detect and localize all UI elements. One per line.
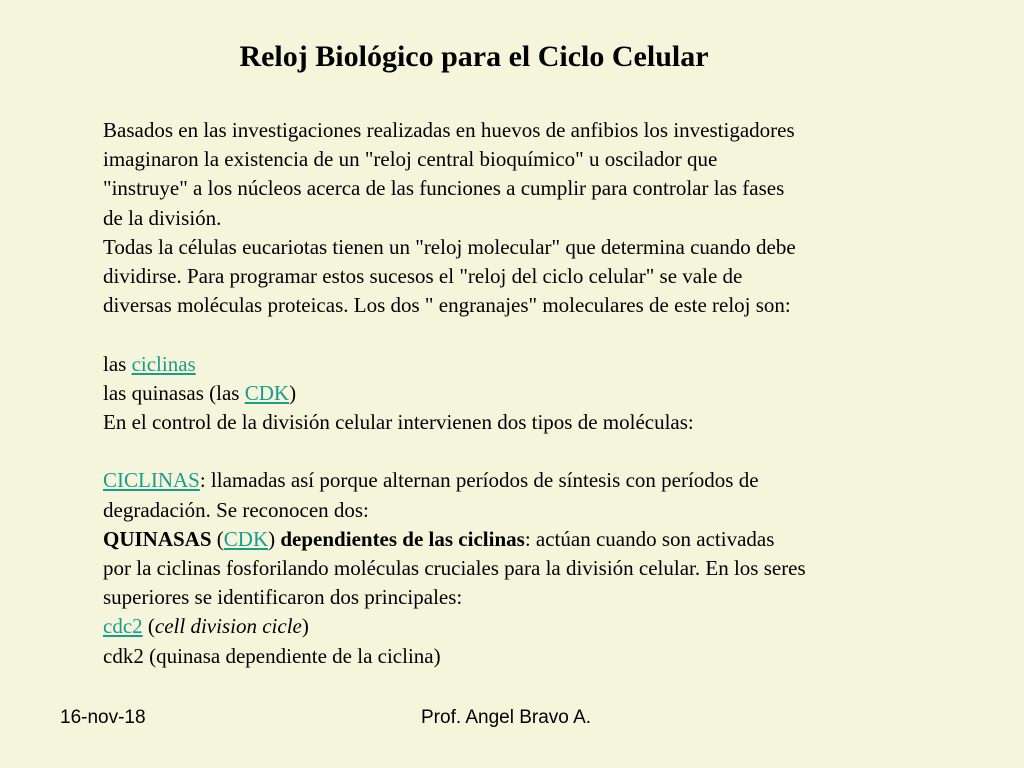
cdc2-italic: cell division cicle [154,614,302,639]
paragraph-line: Basados en las investigaciones realizadas en huevos de anfibios los investigadores [103,118,795,142]
cdk2-item: cdk2 (quinasa dependiente de la ciclina) [103,643,441,668]
quinasas-label: QUINASAS [103,526,212,551]
ciclinas-link[interactable]: ciclinas [131,351,196,376]
list-item-suffix: ) [289,380,297,405]
quinasas-cdk-link[interactable]: CDK [223,526,269,551]
blank-line [103,320,963,349]
slide-body [103,116,963,671]
cdc2-close: ) [301,614,309,639]
ciclinas-definition [103,466,963,495]
paragraph-line: diversas moléculas proteicas. Los dos " engranajes" moleculares de este reloj son: [103,293,791,318]
quinasas-definition [103,525,963,554]
cdc2-item [103,612,963,641]
footer-date: 16-nov-18 [60,707,146,728]
paragraph-line: dividirse. Para programar estos sucesos el "reloj del ciclo celular" se vale de [103,264,743,289]
list-item-prefix: las [103,351,132,376]
ciclinas-text: : llamadas así porque alternan períodos de síntesis con períodos de [199,468,759,493]
paragraph-line: imaginaron la existencia de un "reloj central bioquímico" u oscilador que [103,147,718,172]
list-item-ciclinas [103,350,963,379]
quinasas-text-line3: superiores se identificaron dos principales: [103,585,463,610]
cdc2-open: ( [142,614,155,639]
quinasas-text: : actúan cuando son activadas [524,526,775,551]
paragraph-line: "instruye" a los núcleos acerca de las funciones a cumplir para controlar las fases [103,176,785,201]
quinasas-open-paren: ( [211,526,224,551]
control-line: En el control de la división celular intervienen dos tipos de moléculas: [103,410,694,435]
slide-title: Reloj Biológico para el Ciclo Celular [239,40,709,73]
list-item-cdk [103,379,963,408]
paragraph-line: de la división. [103,205,222,230]
quinasas-text-line2: por la ciclinas fosforilando moléculas cruciales para la división celular. En los seres [103,556,806,581]
cdk-link[interactable]: CDK [244,380,290,405]
blank-line [103,437,963,466]
footer-author: Prof. Angel Bravo A. [421,707,592,728]
cdc2-link[interactable]: cdc2 [103,614,143,639]
ciclinas-text-line2: degradación. Se reconocen dos: [103,497,369,522]
ciclinas-heading-link[interactable]: CICLINAS [103,468,200,493]
quinasas-bold-text: dependientes de las ciclinas [280,526,525,551]
quinasas-close-paren: ) [268,526,281,551]
paragraph-line: Todas la células eucariotas tienen un "reloj molecular" que determina cuando debe [103,234,796,259]
list-item-prefix: las quinasas (las [103,380,245,405]
